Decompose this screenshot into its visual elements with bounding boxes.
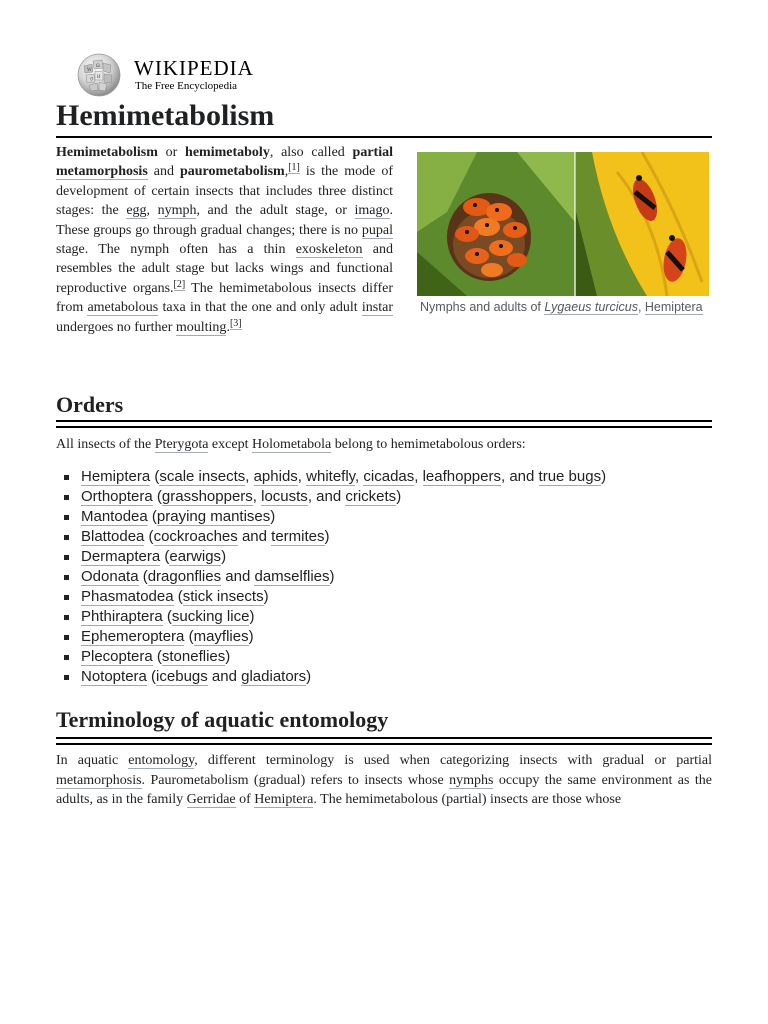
list-text: , (245, 468, 254, 485)
intro-text: , also called (269, 145, 353, 160)
svg-text:W: W (87, 68, 92, 73)
common-name-link[interactable]: whitefly (306, 468, 356, 485)
list-text: , (414, 468, 423, 485)
link-moulting[interactable]: moulting (175, 319, 227, 335)
list-text: ) (329, 568, 335, 585)
link-nymphs[interactable]: nymphs (449, 772, 494, 788)
order-link[interactable]: Dermaptera (81, 548, 161, 565)
common-name-link[interactable]: praying mantises (156, 508, 271, 525)
heading-rule (56, 420, 712, 422)
common-name-link[interactable]: aphids (253, 468, 298, 485)
order-link[interactable]: Notoptera (81, 668, 147, 685)
common-name-link[interactable]: mayflies (193, 628, 249, 645)
link-pupal[interactable]: pupal (361, 222, 393, 238)
common-name-link[interactable]: sucking lice (171, 608, 250, 625)
list-text: and (237, 528, 272, 545)
link-pterygota[interactable]: Pterygota (154, 437, 209, 452)
common-name-link[interactable]: leafhoppers (422, 468, 501, 485)
list-text: ( (160, 548, 170, 565)
list-text: ( (184, 628, 194, 645)
link-gerridae[interactable]: Gerridae (186, 792, 236, 808)
list-text: ( (162, 608, 172, 625)
list-text: , and (501, 468, 539, 485)
list-text: ( (146, 668, 157, 685)
common-name-link[interactable]: icebugs (156, 668, 208, 685)
list-text: ) (248, 628, 254, 645)
citation-3[interactable] (230, 318, 242, 330)
infobox-figure (417, 152, 709, 316)
order-list-item (56, 487, 712, 507)
link-exoskeleton[interactable]: exoskeleton (295, 242, 363, 258)
list-text: ( (144, 528, 154, 545)
intro-text: or (157, 145, 186, 160)
caption-text: , (637, 300, 645, 314)
intro-text: undergoes no further (56, 319, 176, 335)
common-name-link[interactable]: grasshoppers (161, 488, 253, 505)
link-hemiptera[interactable]: Hemiptera (254, 792, 314, 808)
link-lygaeus-turcicus[interactable]: Lygaeus turcicus (544, 300, 638, 314)
order-link[interactable]: Phasmatodea (81, 588, 174, 605)
link-holometabola[interactable]: Holometabola (251, 437, 332, 452)
intro-bold-text: partial (352, 145, 393, 160)
list-text: ( (152, 648, 162, 665)
list-text: , (252, 488, 262, 505)
term-text: . Paurometabolism (gradual) refers to insects whose (141, 772, 450, 788)
orders-text: belong to hemimetabolous orders: (331, 437, 526, 452)
order-link[interactable]: Hemiptera (81, 468, 151, 485)
orders-text: except (208, 437, 252, 452)
link-ametabolous[interactable]: ametabolous (87, 300, 159, 316)
intro-bold-term: Hemimetabolism (56, 145, 158, 160)
heading-rule (56, 426, 712, 428)
bullet-icon (64, 615, 69, 620)
page-title: Hemimetabolism (56, 97, 712, 138)
common-name-link[interactable]: damselflies (254, 568, 330, 585)
insect-photo[interactable] (417, 152, 709, 296)
intro-text: stage. The nymph often has a thin (56, 242, 296, 258)
citation-link[interactable]: [3] (229, 317, 242, 329)
link-nymph[interactable]: nymph (157, 203, 197, 219)
common-name-link[interactable]: termites (271, 528, 325, 545)
common-name-link[interactable]: gladiators (241, 668, 307, 685)
common-name-link[interactable]: dragonflies (147, 568, 222, 585)
citation-link[interactable]: [1] (288, 162, 300, 174)
order-list-item (56, 647, 712, 667)
intro-text: and (147, 164, 180, 180)
intro-paragraph (56, 143, 393, 337)
intro-text: The hemimetabolous insects differ from (56, 280, 393, 316)
link-metamorphosis[interactable]: metamorphosis (56, 164, 148, 180)
bullet-icon (64, 555, 69, 560)
orders-intro-paragraph (56, 435, 712, 454)
order-link[interactable]: Phthiraptera (81, 608, 163, 625)
orders-list (56, 467, 712, 687)
list-text: ( (147, 508, 157, 525)
common-name-link[interactable]: crickets (345, 488, 397, 505)
common-name-link[interactable]: scale insects (159, 468, 246, 485)
citation-1[interactable] (288, 162, 300, 174)
wikipedia-logo[interactable] (74, 52, 254, 98)
list-text: and (221, 568, 255, 585)
order-link[interactable]: Ephemeroptera (81, 628, 185, 645)
figure-caption (417, 299, 709, 316)
wikipedia-globe-icon (74, 52, 124, 98)
bullet-icon (64, 575, 69, 580)
common-name-link[interactable]: stick insects (182, 588, 264, 605)
list-text: , (355, 468, 364, 485)
citation-2[interactable] (174, 279, 186, 291)
wikipedia-tagline: The Free Encyclopedia (135, 80, 238, 92)
bullet-icon (64, 535, 69, 540)
bullet-icon (64, 515, 69, 520)
list-text: , (297, 468, 307, 485)
list-text: ) (601, 468, 607, 485)
bullet-icon (64, 495, 69, 500)
section-heading-orders (56, 391, 712, 419)
intro-bold-term: paurometabolism (179, 164, 285, 180)
list-text: ( (152, 488, 162, 505)
list-text: ) (270, 508, 276, 525)
common-name-link[interactable]: true bugs (538, 468, 602, 485)
bullet-icon (64, 475, 69, 480)
section-heading-terminology (56, 706, 712, 734)
bullet-icon (64, 595, 69, 600)
caption-text: Nymphs and adults of (420, 300, 545, 314)
intro-text: . (226, 319, 230, 335)
term-text: . The hemimetabolous (partial) insects are those whose (313, 792, 622, 808)
bullet-icon (64, 675, 69, 680)
order-list-item (56, 467, 712, 487)
term-text: In aquatic (56, 753, 129, 768)
term-text: occupy the same environment as the adults, as in the family (56, 772, 712, 808)
common-name-link[interactable]: stoneflies (161, 648, 226, 665)
heading-text: Terminology of aquatic entomology (56, 707, 389, 732)
order-list-item (56, 507, 712, 527)
link-metamorphosis[interactable]: metamorphosis (56, 772, 142, 788)
order-list-item (56, 587, 712, 607)
wikipedia-wordmark: WIKIPEDIA (134, 56, 254, 80)
bullet-icon (64, 655, 69, 660)
intro-bold-term: hemimetaboly (185, 145, 270, 160)
link-entomology[interactable]: entomology (128, 753, 195, 768)
order-list-item (56, 627, 712, 647)
heading-rule (56, 743, 712, 745)
order-link[interactable]: Blattodea (81, 528, 145, 545)
link-instar[interactable]: instar (361, 300, 393, 316)
list-text: ( (173, 588, 183, 605)
list-text: ) (221, 548, 227, 565)
intro-text: , (146, 203, 158, 219)
order-list-item (56, 547, 712, 567)
order-list-item (56, 567, 712, 587)
list-text: , and (307, 488, 346, 505)
list-text: ( (150, 468, 160, 485)
list-text: ( (138, 568, 148, 585)
svg-text:Ω: Ω (96, 64, 100, 69)
caption-species (544, 300, 638, 315)
link-egg[interactable]: egg (126, 203, 147, 219)
order-link[interactable]: Odonata (81, 568, 139, 585)
intro-text: , and the adult stage, or (196, 203, 355, 219)
order-list-item (56, 607, 712, 627)
common-name-link[interactable]: cicadas (363, 468, 415, 485)
common-name-link[interactable]: locusts (261, 488, 308, 505)
common-name-link[interactable]: cockroaches (153, 528, 238, 545)
intro-text: is the mode of development of certain insects that includes three distinct stages: the (56, 164, 393, 219)
order-link[interactable]: Plecoptera (81, 648, 153, 665)
term-text: of (235, 792, 255, 808)
list-text: ) (396, 488, 402, 505)
intro-text: , (284, 164, 289, 180)
list-text: ) (306, 668, 312, 685)
order-link[interactable]: Orthoptera (81, 488, 153, 505)
list-text: ) (324, 528, 330, 545)
list-text: ) (263, 588, 269, 605)
svg-text:И: И (97, 75, 101, 80)
order-link[interactable]: Mantodea (81, 508, 148, 525)
link-imago[interactable]: imago (354, 203, 390, 219)
order-list-item (56, 667, 712, 687)
heading-text: Orders (56, 392, 124, 417)
citation-link[interactable]: [2] (173, 278, 186, 290)
orders-text: All insects of the (56, 437, 155, 452)
term-text: , different terminology is used when categorizing insects with gradual or partial (194, 753, 712, 768)
list-text: ) (249, 608, 255, 625)
heading-rule (56, 737, 712, 739)
svg-text:ウ: ウ (89, 78, 95, 83)
list-text: and (207, 668, 242, 685)
intro-text: . These groups go through gradual changes; there is no (56, 203, 393, 238)
order-list-item (56, 527, 712, 547)
list-text: ) (225, 648, 231, 665)
terminology-paragraph (56, 751, 712, 810)
intro-text: taxa in that the one and only adult (158, 300, 362, 316)
bullet-icon (64, 635, 69, 640)
link-hemiptera-caption[interactable]: Hemiptera (644, 300, 703, 314)
intro-text: and resembles the adult stage but lacks wings and functional reproductive organs. (56, 242, 394, 296)
common-name-link[interactable]: earwigs (169, 548, 222, 565)
